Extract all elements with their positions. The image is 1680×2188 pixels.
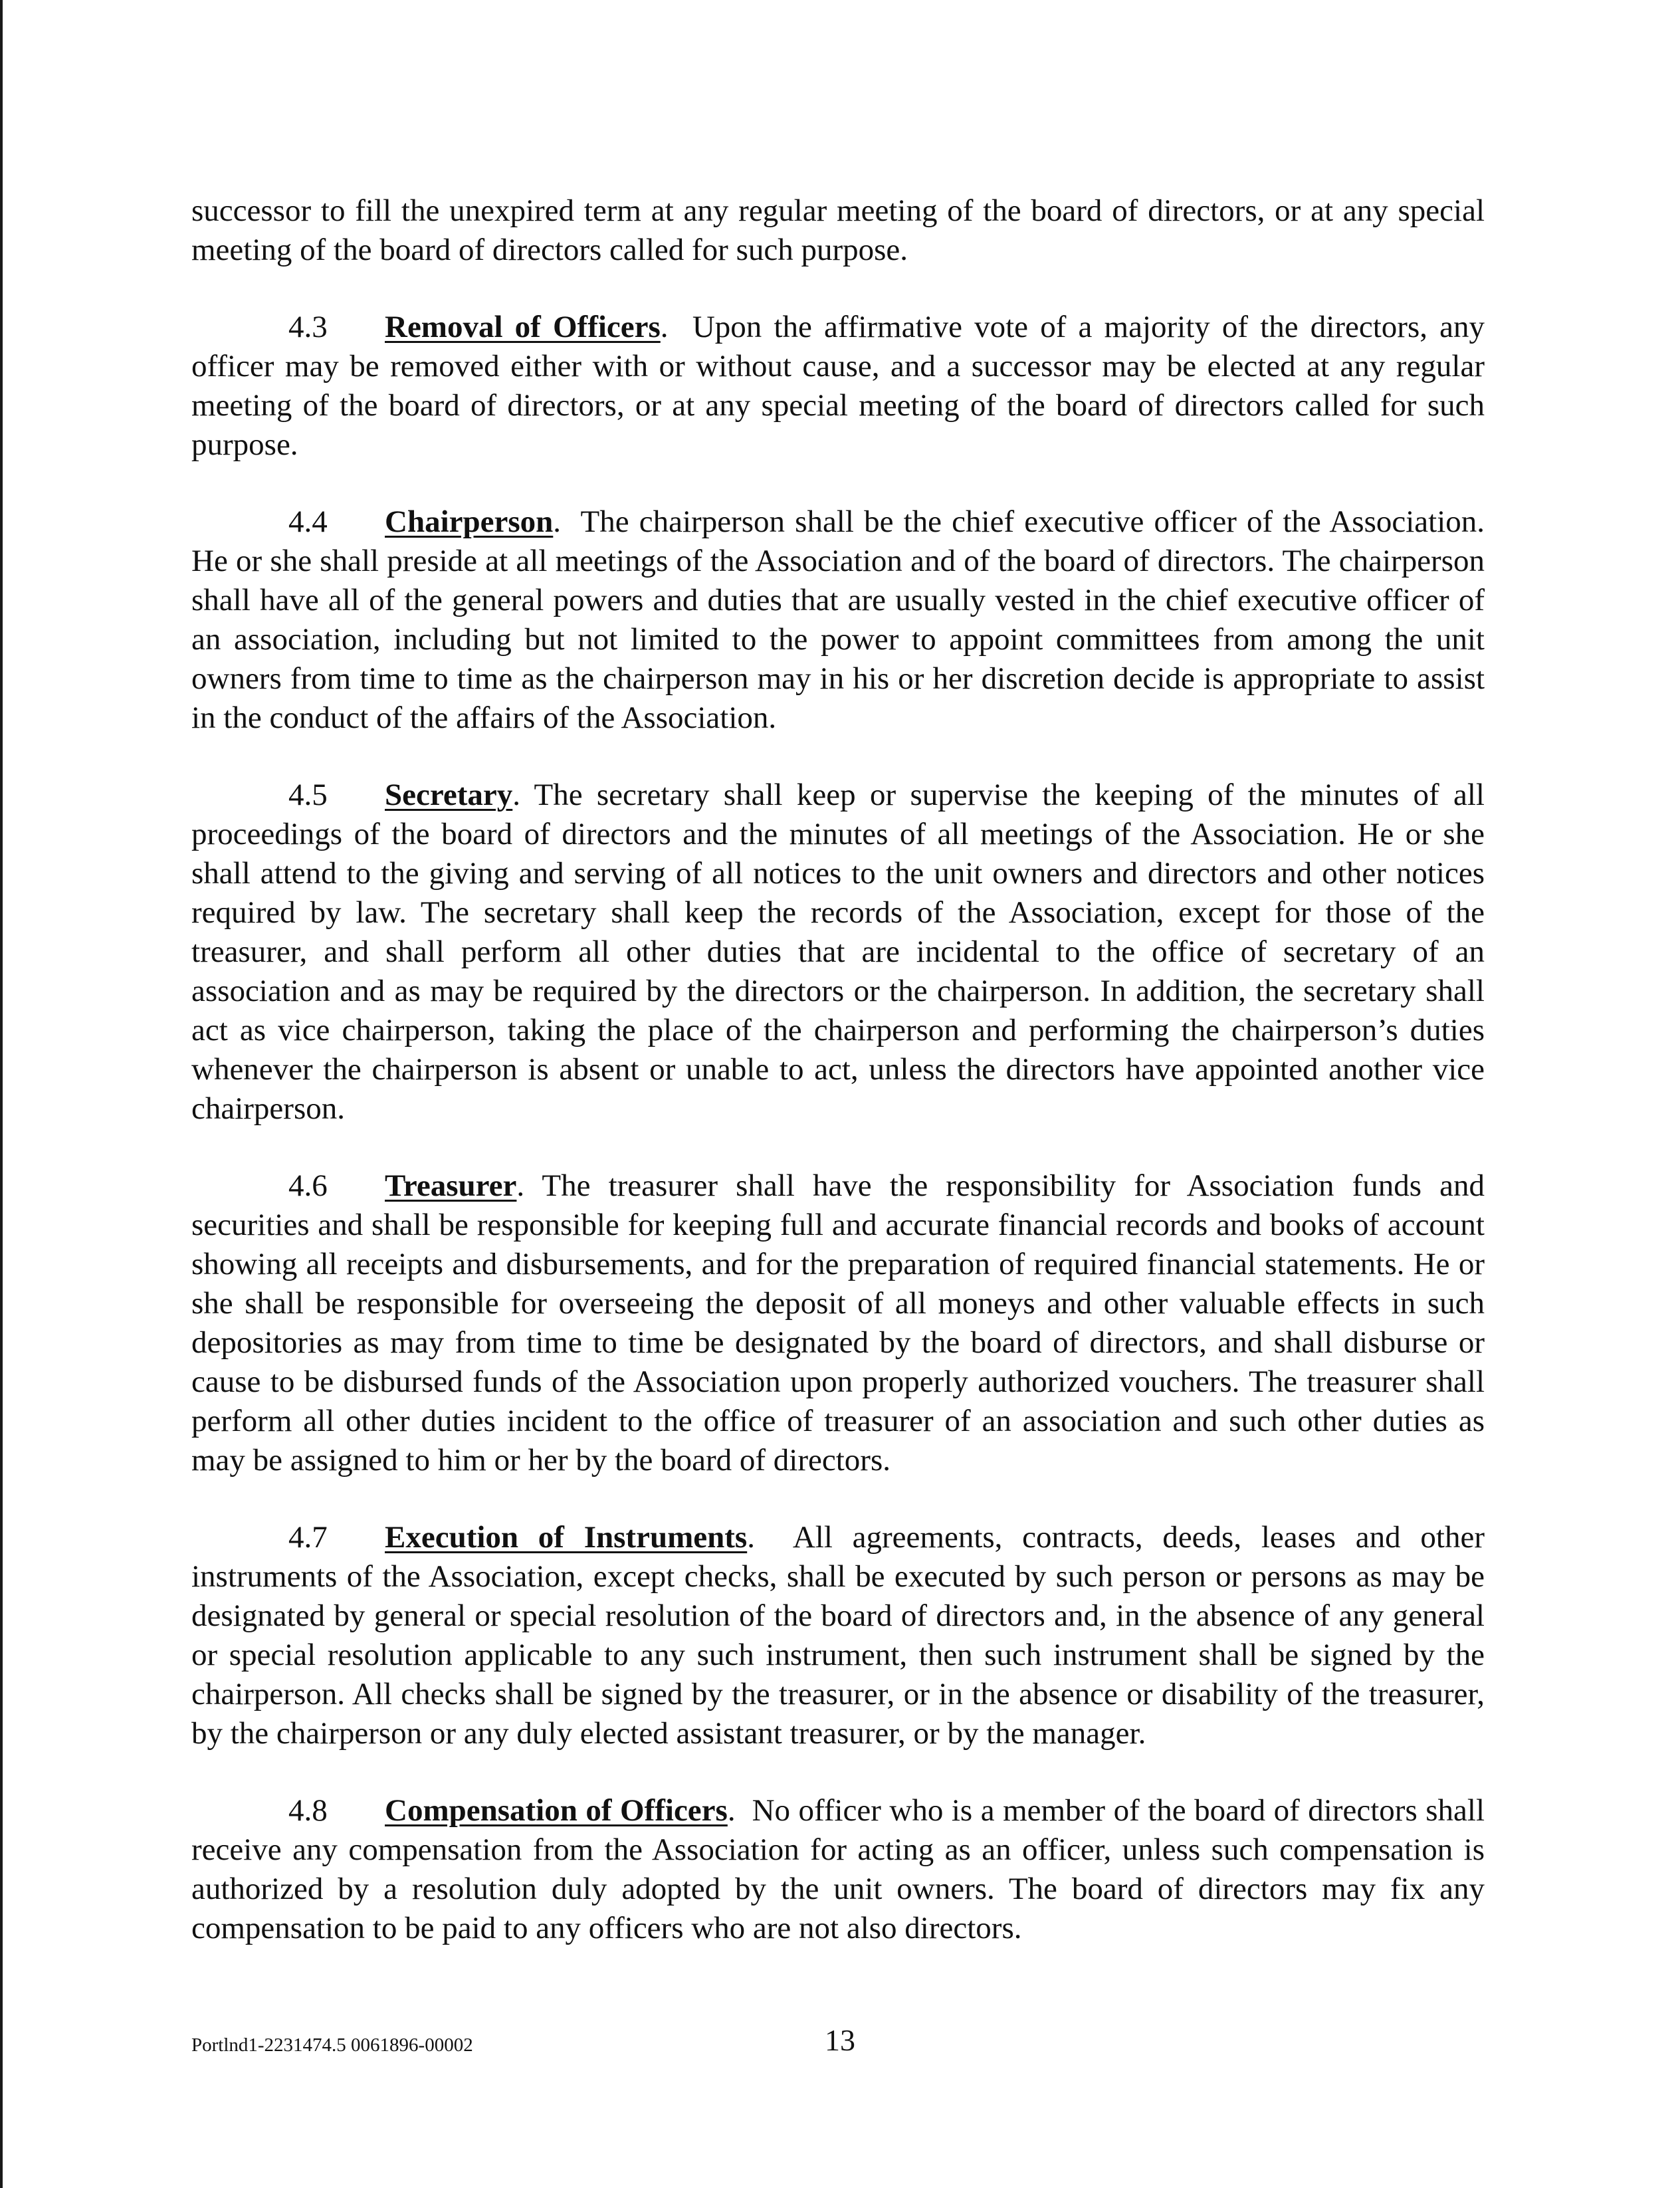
heading-punctuation: . [553,504,562,539]
section-heading: Execution of Instruments [385,1520,748,1555]
heading-punctuation: . [516,1168,525,1203]
section-4-3-removal-of-officers [191,308,1485,465]
heading-punctuation: . [512,778,520,812]
section-heading: Compensation of Officers [385,1793,728,1828]
continuation-text: successor to fill the unexpired term at any regular meeting of the board of directors, or at any special meeting of the board of directors called for such purpose. [191,193,1485,267]
section-4-6-treasurer [191,1166,1485,1480]
section-number: 4.4 [288,504,328,539]
section-4-8-compensation-of-officers [191,1791,1485,1948]
section-4-5-secretary [191,776,1485,1129]
document-body [191,191,1485,1986]
section-number: 4.7 [288,1520,328,1555]
section-body: No officer who is a member of the board of directors shall receive any compensation from the Association for acting as an officer, unless such compensation is authorized by a resolution duly adopted by the unit owners. The board of directors may fix any compensation to be paid to any officers who are not also directors. [191,1793,1485,1945]
section-number: 4.6 [288,1168,328,1203]
section-number: 4.8 [288,1793,328,1828]
section-heading: Chairperson [385,504,554,539]
section-body: Upon the affirmative vote of a majority of the directors, any officer may be removed either with or without cause, and a successor may be elected at any regular meeting of the board of directors, or at any special meeting of the board of directors called for such purpose. [191,310,1485,462]
section-body: The secretary shall keep or supervise the keeping of the minutes of all proceedings of the board of directors and the minutes of all meetings of the Association. He or she shall attend to the giving and serving of all notices to the unit owners and directors and other notices required by law. The secretary shall keep the records of the Association, except for those of the treasurer, and shall perform all other duties that are incidental to the office of secretary of an association and as may be required by the directors or the chairperson. In addition, the secretary shall act as vice chairperson, taking the place of the chairperson and performing the chairperson’s duties whenever the chairperson is absent or unable to act, unless the directors have appointed another vice chairperson. [191,778,1485,1126]
section-number: 4.5 [288,778,328,812]
footer-document-id: Portlnd1-2231474.5 0061896-00002 [191,2034,473,2056]
section-heading: Secretary [385,778,513,812]
page-number: 13 [825,2023,855,2057]
section-4-4-chairperson [191,502,1485,738]
section-body: The treasurer shall have the responsibility for Association funds and securities and shall be responsible for keeping full and accurate financial records and books of account showing all receipts and disbursements, and for the preparation of required financial statements. He or she shall be responsible for overseeing the deposit of all moneys and other valuable effects in such depositories as may from time to time be designated by the board of directors, and shall disburse or cause to be disbursed funds of the Association upon properly authorized vouchers. The treasurer shall perform all other duties incident to the office of treasurer of an association and such other duties as may be assigned to him or her by the board of directors. [191,1168,1485,1477]
section-4-7-execution-of-instruments [191,1518,1485,1753]
scan-left-edge [0,0,3,2188]
heading-punctuation: . [727,1793,736,1828]
section-heading: Treasurer [385,1168,517,1203]
heading-punctuation: . [747,1520,755,1555]
section-heading: Removal of Officers [385,310,661,344]
heading-punctuation: . [660,310,669,344]
section-body: The chairperson shall be the chief executive officer of the Association. He or she shall preside at all meetings of the Association and of the board of directors. The chairperson shall have all of the general powers and duties that are usually vested in the chief executive officer of an association, including but not limited to the power to appoint committees from among the unit owners from time to time as the chairperson may in his or her discretion decide is appropriate to assist in the conduct of the affairs of the Association. [191,504,1485,735]
continuation-paragraph [191,191,1485,270]
section-body: All agreements, contracts, deeds, leases and other instruments of the Association, except checks, shall be executed by such person or persons as may be designated by general or special resolution of the board of directors and, in the absence of any general or special resolution applicable to any such instrument, then such instrument shall be signed by the chairperson. All checks shall be signed by the treasurer, or in the absence or disability of the treasurer, by the chairperson or any duly elected assistant treasurer, or by the manager. [191,1520,1485,1751]
section-number: 4.3 [288,310,328,344]
